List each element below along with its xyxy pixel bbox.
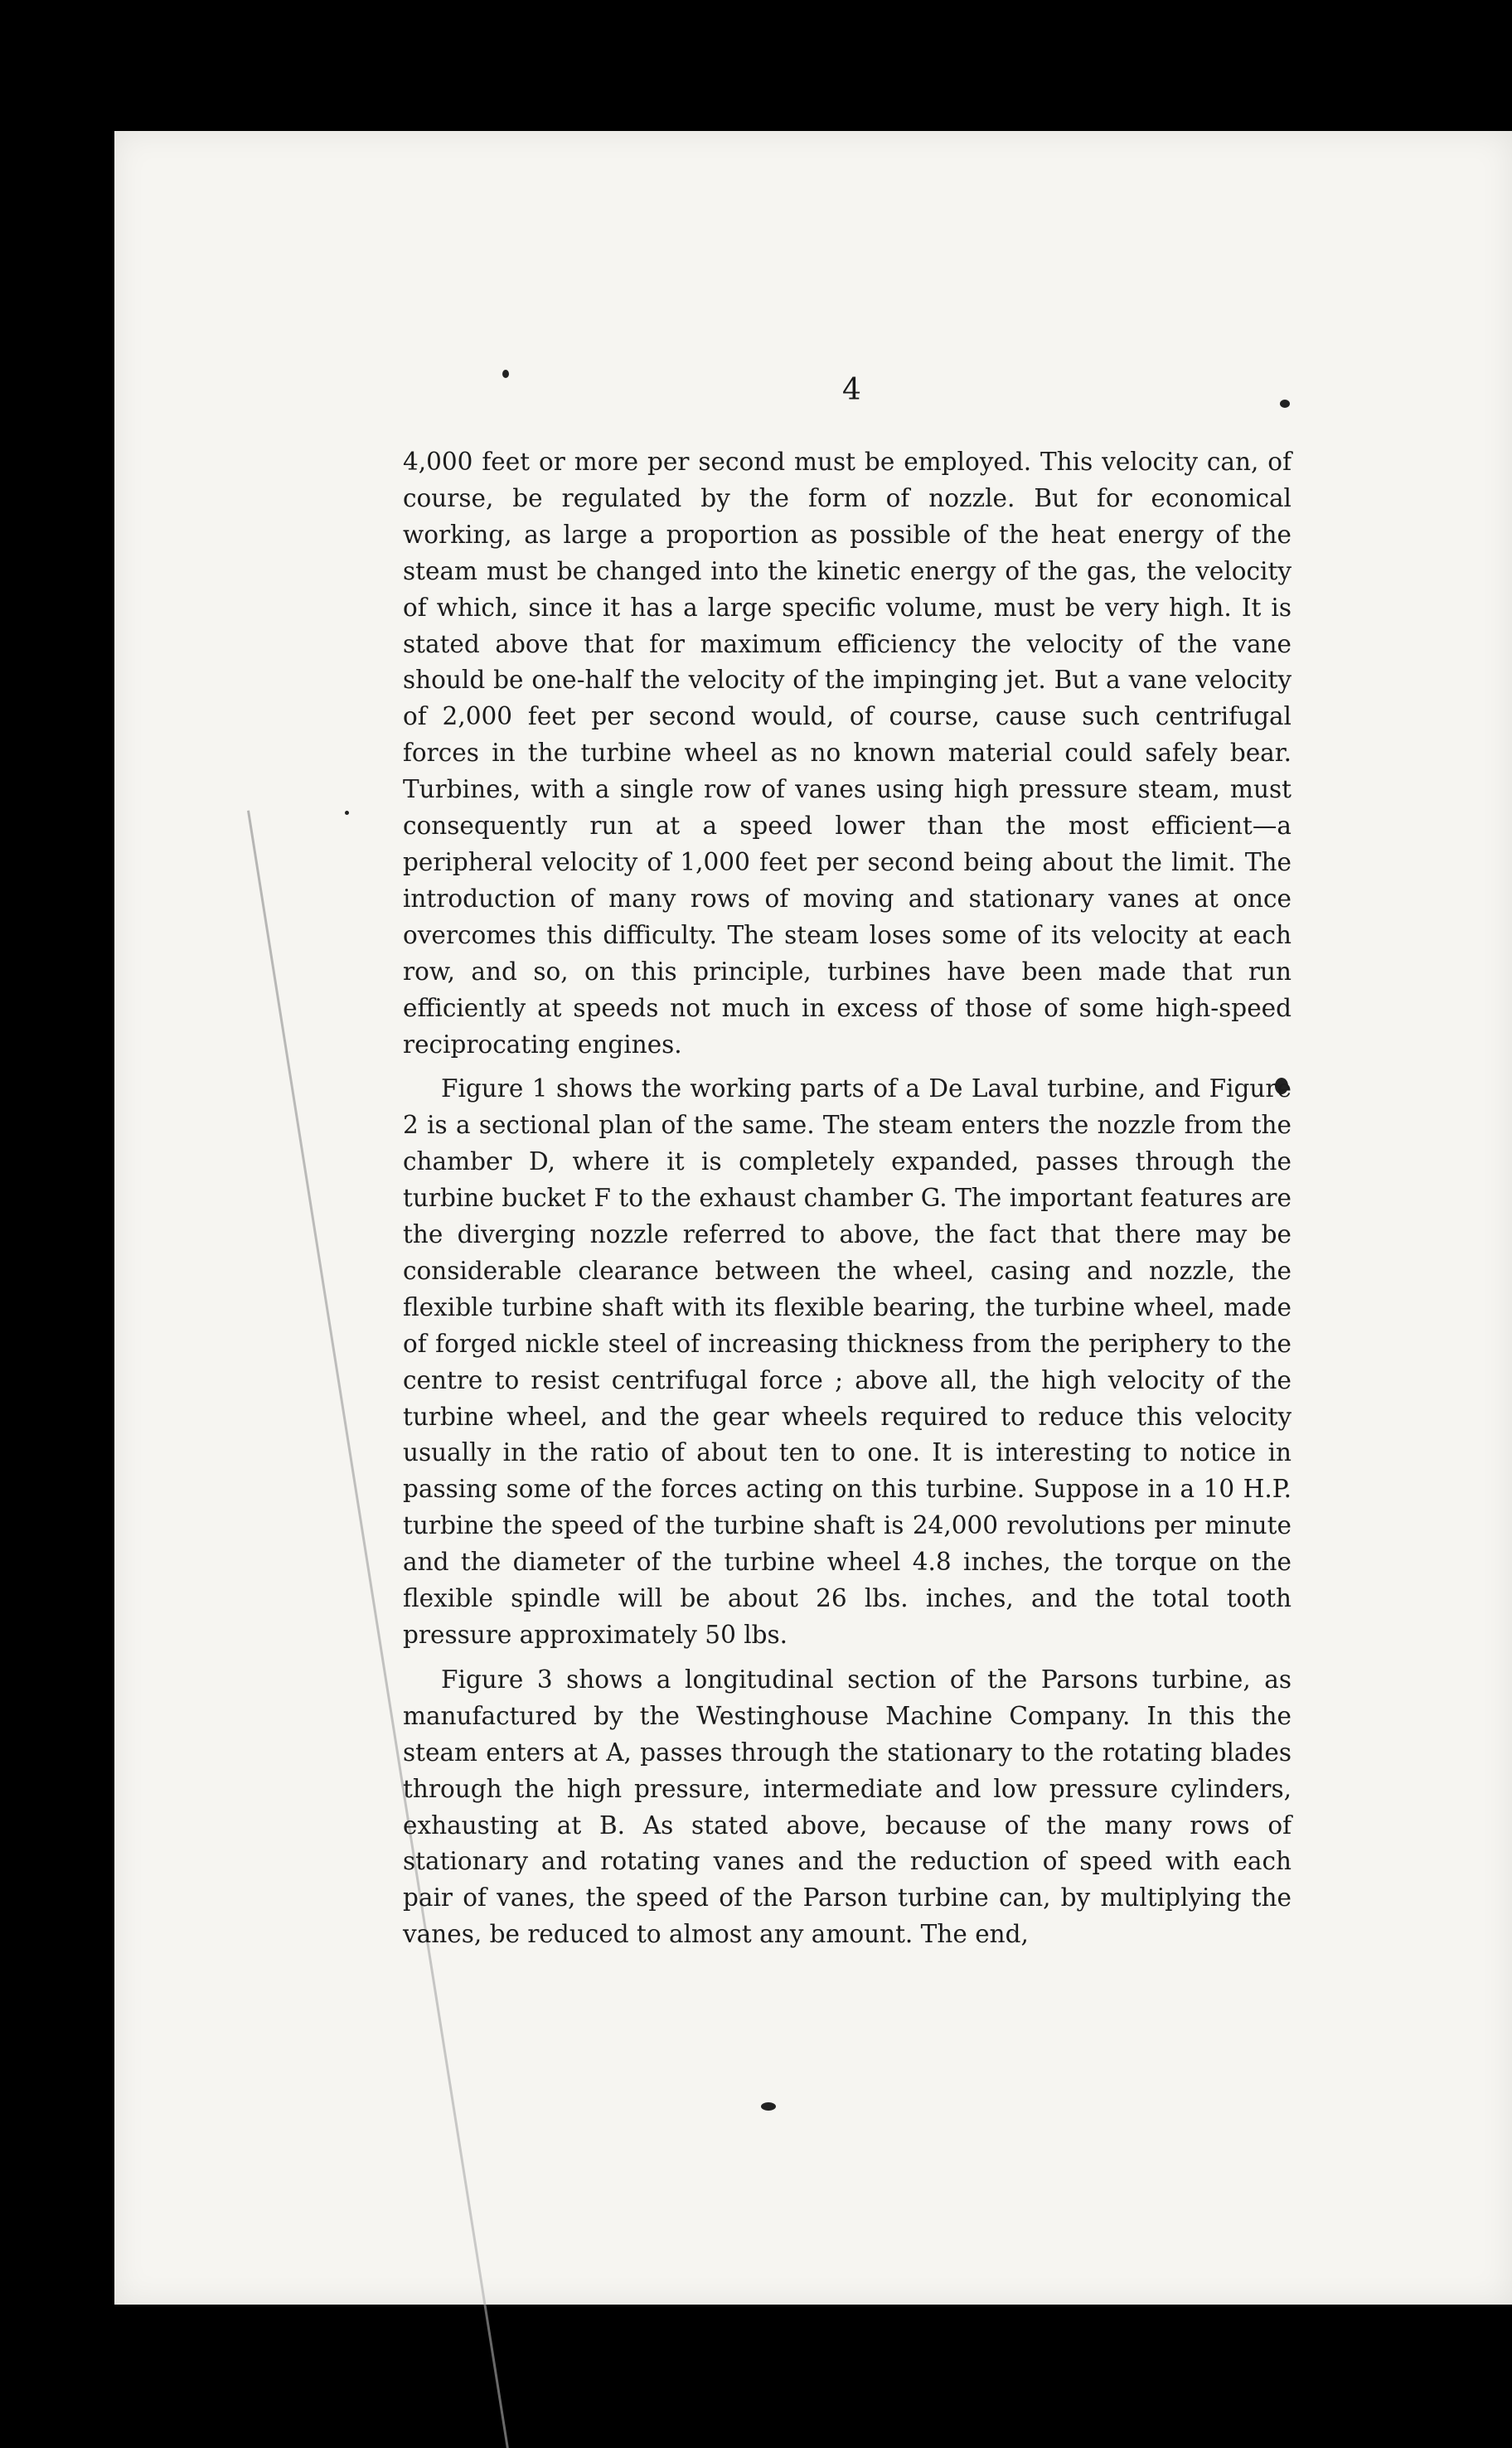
dust-speck — [345, 811, 349, 815]
paragraph-1: 4,000 feet or more per second must be employed. This velocity can, of course, be regulated by the form of nozzle. But for economical working, as large a proportion as possible of the heat energy of the steam must be changed into the kinetic energy of the gas, the velocity of which, since it has a large specific volume, must be very high. It is stated above that for maximum efficiency the velocity of the vane should be one-half the velocity of the impinging jet. But a vane velocity of 2,000 feet per second would, of course, cause such centrifugal forces in the turbine wheel as no known material could safely bear. Turbines, with a single row of vanes using high pressure steam, must consequently run at a speed lower than the most efficient—a peripheral velocity of 1,000 feet per second being about the limit. The introduction of many rows of moving and stationary vanes at once overcomes this difficulty. The steam loses some of its velocity at each row, and so, on this principle, turbines have been made that run efficiently at speeds not much in excess of those of some high-speed reciprocating engines. — [403, 448, 1292, 1059]
page-number: 4 — [842, 373, 861, 407]
body-text — [403, 444, 1292, 1961]
paragraph-3: Figure 3 shows a longitudinal section of the Parsons turbine, as manufactured by the Westinghouse Machine Company. In this the steam enters at A, passes through the stationary to the rotating blades through the high pressure, intermediate and low pressure cylinders, exhausting at B. As stated above, because of the many rows of stationary and rotating vanes and the reduction of speed with each pair of vanes, the speed of the Parson turbine can, by multiplying the vanes, be reduced to almost any amount. The end, — [403, 1665, 1292, 1949]
dust-speck — [761, 2102, 776, 2111]
paragraph-2: Figure 1 shows the working parts of a De Laval turbine, and Figure 2 is a sectional plan of the same. The steam enters the nozzle from the chamber D, where it is completely expanded, passes through the turbine bucket F to the exhaust chamber G. The important features are the diverging nozzle referred to above, the fact that there may be considerable clearance between the wheel, casing and nozzle, the flexible turbine shaft with its flexible bearing, the turbine wheel, made of forged nickle steel of increasing thickness from the periphery to the centre to resist centrifugal force ; above all, the high velocity of the turbine wheel, and the gear wheels required to reduce this velocity usually in the ratio of about ten to one. It is interesting to notice in passing some of the forces acting on this turbine. Suppose in a 10 H.P. turbine the speed of the turbine shaft is 24,000 revolutions per minute and the diameter of the turbine wheel 4.8 inches, the torque on the flexible spindle will be about 26 lbs. inches, and the total tooth pressure approximately 50 lbs. — [403, 1074, 1292, 1649]
dust-speck — [502, 370, 509, 378]
dust-speck — [1280, 400, 1290, 408]
